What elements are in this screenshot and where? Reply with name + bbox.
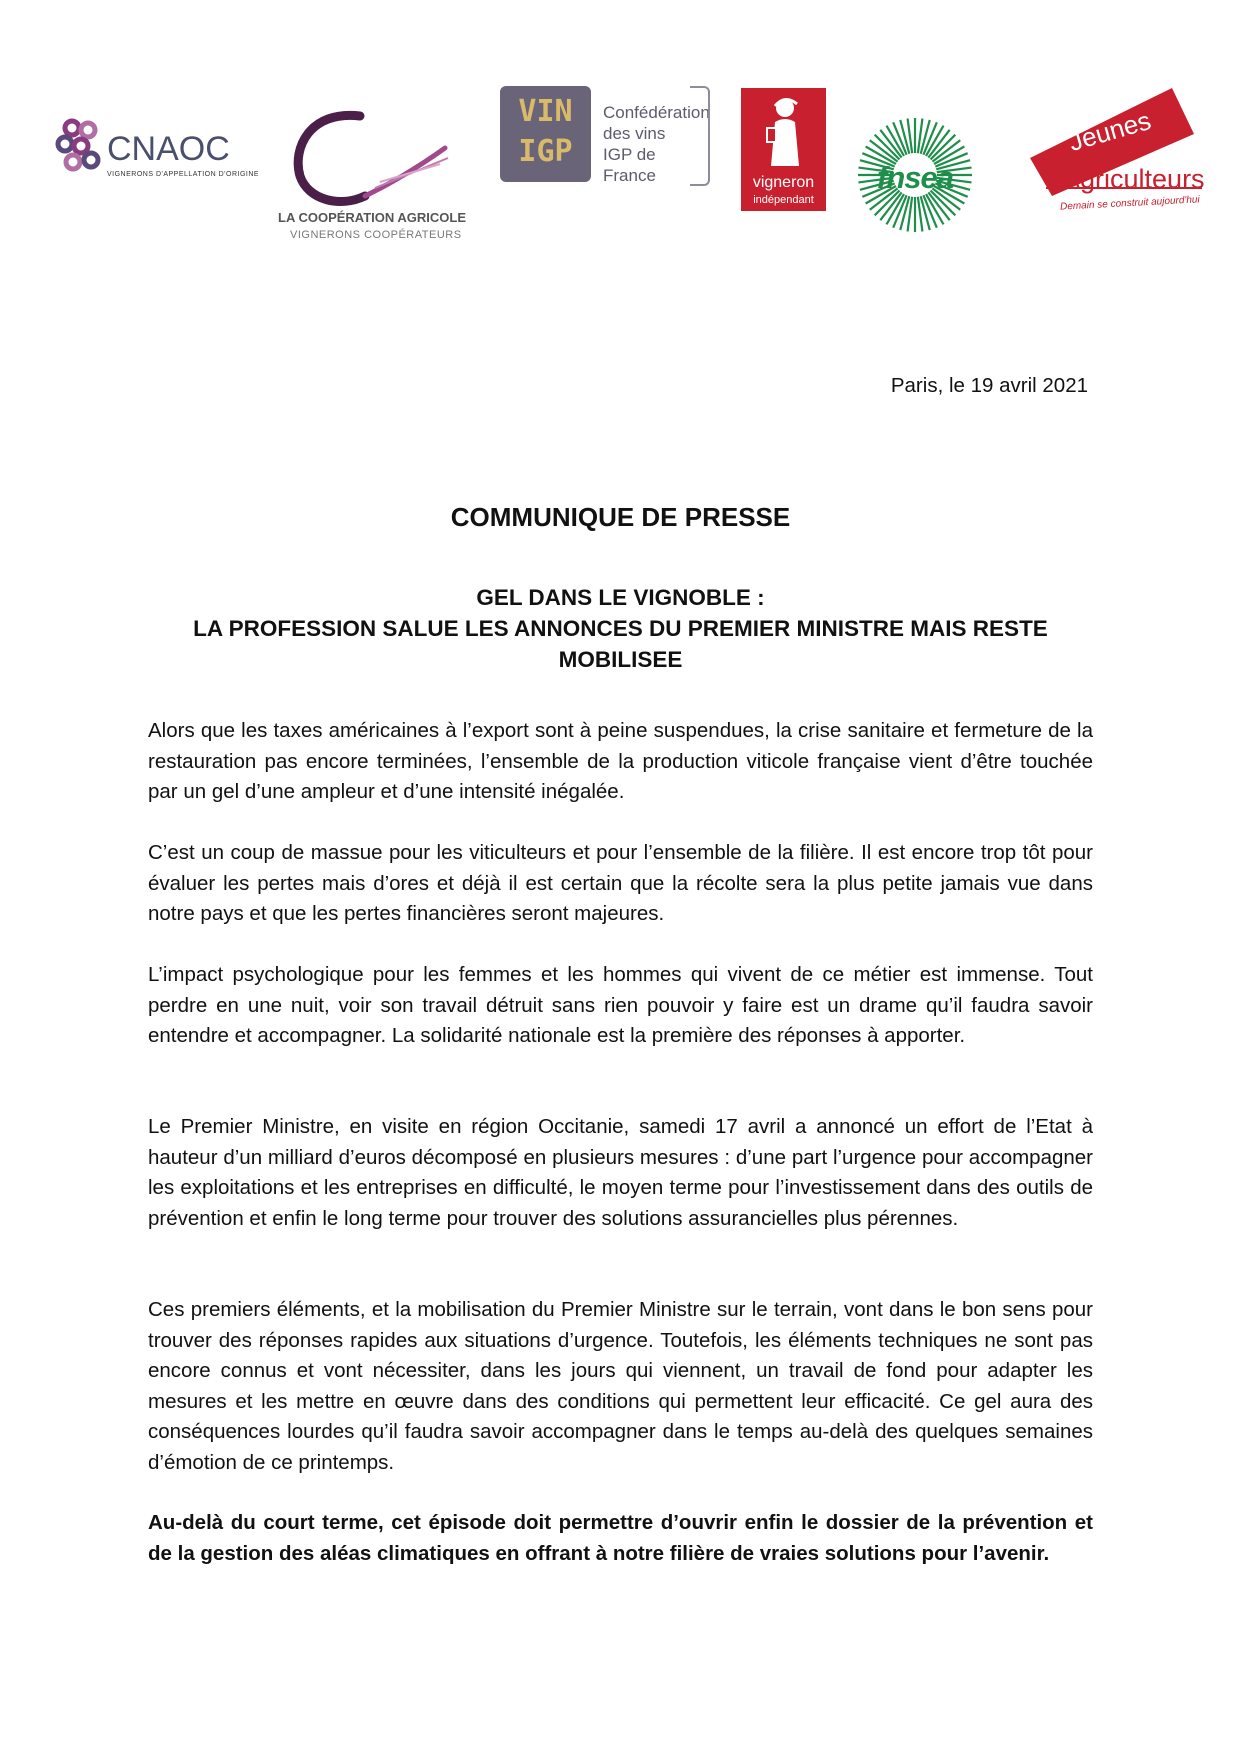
fnsea-name: fnsea [877, 160, 953, 195]
cooperation-c-icon [270, 108, 470, 208]
vin-igp-box-line2: IGP [518, 134, 573, 169]
paragraph-4: Le Premier Ministre, en visite en région Occitanie, samedi 17 avril a annoncé un effort de l’Etat à hauteur d’un milliard d’euros décomposé en plusieurs mesures : d’une part l’urgence pour accompagner les exploitations et les entreprises en difficulté, le moyen terme pour l’investissement dans des outils de prévention et enfin le long terme pour trouver des solutions assurancielles plus pérennes. [148, 1115, 1093, 1230]
ja-tagline: Demain se construit aujourd'hui [1059, 194, 1200, 213]
paragraph-1: Alors que les taxes américaines à l’export sont à peine suspendues, la crise sanitaire et fermeture de la restauration pas encore terminées, l’ensemble de la production viticole française vient d’être touchée par un gel d’une ampleur et d’une intensité inégalée. [148, 719, 1093, 803]
vin-igp-text-line2: des vins [603, 124, 666, 143]
subtitle-line2: LA PROFESSION SALUE LES ANNONCES DU PREMIER MINISTRE MAIS RESTE MOBILISEE [193, 616, 1048, 672]
cnaoc-name: CNAOC [107, 130, 230, 168]
cnaoc-tagline: VIGNERONS D'APPELLATION D'ORIGINE [107, 171, 260, 178]
paragraph-5: Ces premiers éléments, et la mobilisation du Premier Ministre sur le terrain, vont dans le bon sens pour trouver des réponses rapides aux situations d’urgence. Toutefois, les éléments techniques ne sont pas encore connus et vont nécessiter, dans les jours qui viennent, un travail de fond pour adapter les mesures et les mettre en œuvre dans des conditions qui permettent leur efficacité. Ce gel aura des conséquences lourdes qu’il faudra savoir accompagner dans le temps au-delà des quelques semaines d’émotion de ce printemps. [148, 1298, 1093, 1474]
subtitle-line1: GEL DANS LE VIGNOBLE : [476, 585, 765, 610]
ja-line1: Jeunes [1065, 105, 1155, 157]
jeunes-agriculteurs-logo [1022, 88, 1212, 228]
vin-igp-box [500, 86, 591, 182]
vin-igp-logo [500, 86, 712, 186]
cooperation-line2: VIGNERONS COOPÉRATEURS [290, 229, 462, 241]
vin-igp-text-line1: Confédération [603, 103, 710, 122]
vigneron-line2: indépendant [753, 194, 814, 206]
vin-igp-text-line3: IGP de France [603, 145, 656, 185]
cnaoc-logo [55, 118, 260, 188]
paragraph-6-conclusion: Au-delà du court terme, cet épisode doit permettre d’ouvrir enfin le dossier de la prévention et de la gestion des aléas climatiques en offrant à notre filière de vraies solutions pour l’avenir. [148, 1511, 1093, 1565]
winemaker-figure-icon [741, 88, 826, 172]
vigneron-line1: vigneron [752, 174, 815, 191]
paragraph-2: C’est un coup de massue pour les viticulteurs et pour l’ensemble de la filière. Il est encore trop tôt pour évaluer les pertes mais d’ores et déjà il est certain que la récolte sera la plus petite jamais vue dans notre pays et que les pertes financières seront majeures. [148, 841, 1093, 925]
document-subtitle [148, 582, 1093, 675]
ja-line2: Agriculteurs [1062, 164, 1205, 194]
vigneron-independant-logo [741, 88, 826, 211]
vin-igp-box-line1: VIN [518, 94, 573, 129]
document-date: Paris, le 19 avril 2021 [890, 374, 1088, 397]
cooperation-agricole-logo [270, 108, 470, 243]
document-title: COMMUNIQUE DE PRESSE [450, 502, 791, 532]
paragraph-3: L’impact psychologique pour les femmes et les hommes qui vivent de ce métier est immense. Tout perdre en une nuit, voir son travail détruit sans rien pouvoir y faire est un drame qu’il faudra savoir entendre et accompagner. La solidarité nationale est la première des réponses à apporter. [148, 963, 1093, 1047]
fnsea-logo [856, 116, 974, 234]
grape-cluster-icon [55, 118, 105, 180]
cooperation-line1: LA COOPÉRATION AGRICOLE [278, 210, 467, 225]
vin-igp-bracket [690, 86, 710, 186]
